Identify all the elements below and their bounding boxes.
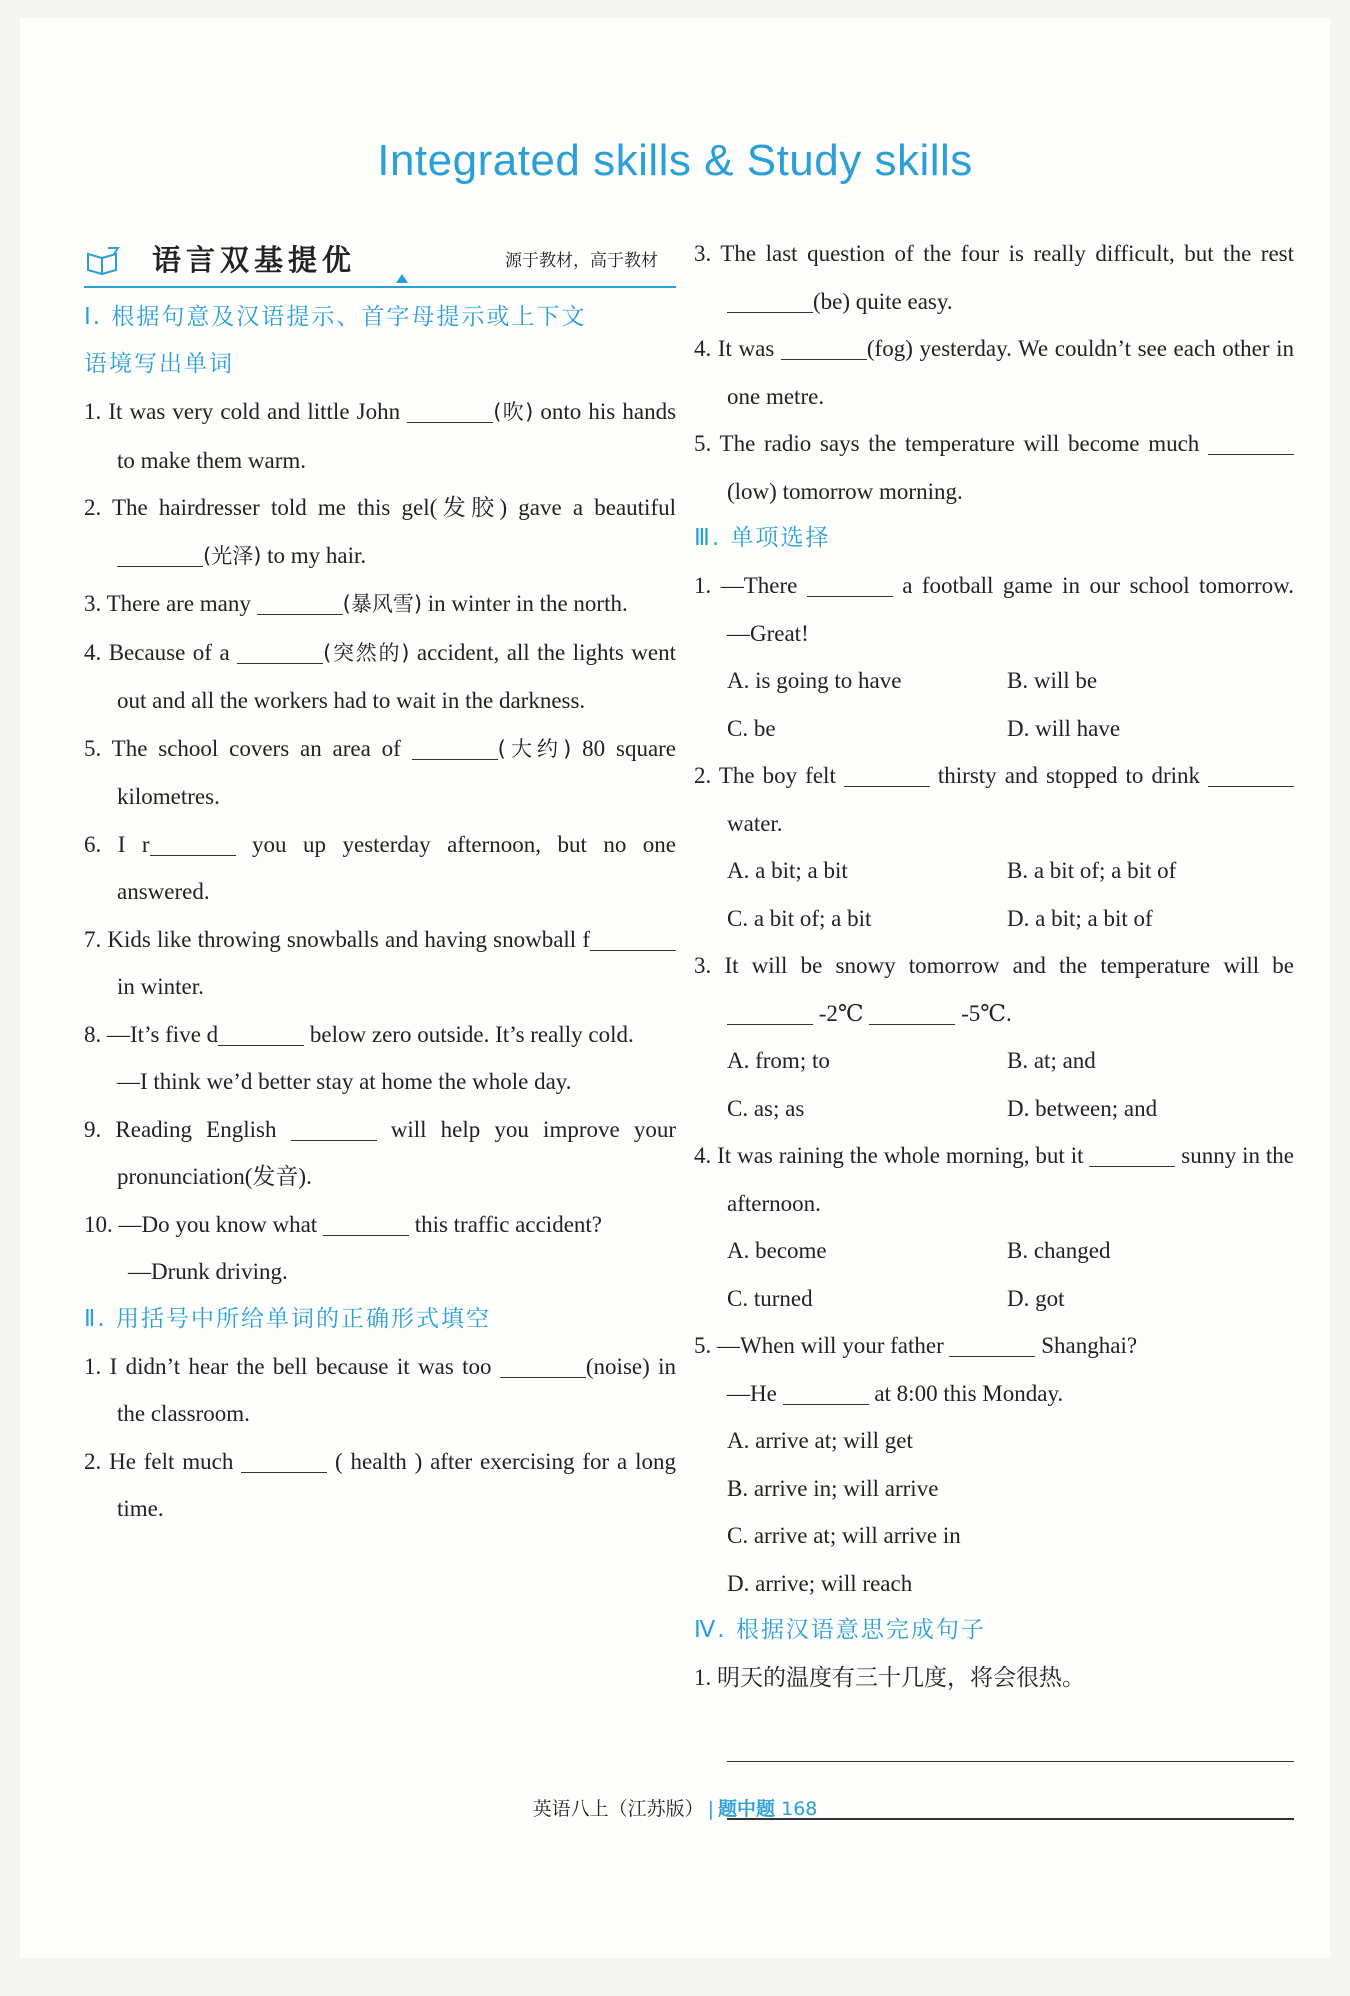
s3-options-5 <box>694 1417 1294 1607</box>
s2-question-1: 1. I didn’t hear the bell because it was too (noise) in the classroom. <box>84 1353 677 1426</box>
s1-question-10-reply: —Drunk driving. <box>128 1259 288 1284</box>
s3-question-1: 1. —There a football game in our school tomorrow. —Great! <box>694 573 1318 646</box>
s1-question-9: 9. Reading English will help you improve your pronunciation(发音). <box>84 1116 676 1189</box>
s3-question-5-reply: —He at 8:00 this Monday. <box>727 1380 1064 1406</box>
s1-question-1: 1. It was very cold and little John (吹) onto his hands to make them warm. <box>84 399 677 473</box>
option-b[interactable]: B. at; and <box>1007 1048 1096 1073</box>
s1-question-6: 6. I r you up yesterday afternoon, but no one answered. <box>84 831 677 904</box>
s3-question-5: 5. —When will your father Shanghai? <box>694 1333 1138 1358</box>
answer-blank[interactable] <box>412 735 498 760</box>
answer-blank[interactable] <box>500 1353 586 1378</box>
s2-question-2: 2. He felt much ( health ) after exercising for a long time. <box>84 1448 677 1521</box>
s1-question-10: 10. —Do you know what this traffic accident? <box>84 1211 603 1237</box>
option-c[interactable]: C. turned <box>727 1285 813 1311</box>
s3-question-4: 4. It was raining the whole morning, but it sunny in the afternoon. <box>694 1143 1294 1216</box>
right-column <box>694 230 1318 1820</box>
page-number: 168 <box>781 1798 818 1820</box>
answer-blank[interactable] <box>783 1380 869 1405</box>
answer-blank[interactable] <box>781 335 867 360</box>
section-3-heading: Ⅲ. 单项选择 <box>694 525 831 551</box>
option-c[interactable]: C. be <box>727 715 776 741</box>
s1-question-7: 7. Kids like throwing snowballs and having snowball f in winter. <box>84 916 676 1011</box>
option-d[interactable]: D. arrive; will reach <box>727 1570 913 1596</box>
answer-blank[interactable] <box>807 572 893 597</box>
s3-options-2 <box>694 847 1294 942</box>
page-footer <box>20 1794 1330 1821</box>
option-a[interactable]: A. a bit; a bit <box>727 858 848 883</box>
s2-question-5: 5. The radio says the temperature will become much (low) tomorrow morning. <box>694 420 1294 515</box>
answer-blank[interactable] <box>241 1448 327 1473</box>
option-a[interactable]: A. arrive at; will get <box>727 1428 913 1453</box>
option-d[interactable]: D. a bit; a bit of <box>1007 905 1153 931</box>
s3-options-4 <box>694 1227 1294 1322</box>
option-d[interactable]: D. got <box>1007 1285 1065 1311</box>
section-banner <box>84 240 676 288</box>
answer-blank[interactable] <box>590 926 676 951</box>
s2-question-4: 4. It was (fog) yesterday. We couldn’t see each other in one metre. <box>694 336 1295 409</box>
footer-separator: | <box>707 1798 715 1820</box>
s1-question-8: 8. —It’s five d below zero outside. It’s really cold. <box>84 1021 634 1047</box>
section-1-heading: Ⅰ. 根据句意及汉语提示、首字母提示或上下文 语境写出单词 <box>84 304 587 377</box>
option-b[interactable]: B. a bit of; a bit of <box>1007 858 1177 883</box>
answer-blank[interactable] <box>117 542 203 567</box>
option-b[interactable]: B. will be <box>1007 668 1098 693</box>
banner-subtitle: 源于教材，高于教材 <box>505 251 658 271</box>
option-c[interactable]: C. as; as <box>727 1095 805 1121</box>
option-b[interactable]: B. arrive in; will arrive <box>727 1475 939 1501</box>
option-a[interactable]: A. from; to <box>727 1048 830 1073</box>
option-b[interactable]: B. changed <box>1007 1238 1111 1263</box>
worksheet-page <box>20 18 1330 1958</box>
answer-blank[interactable] <box>218 1021 304 1046</box>
s2-question-3: 3. The last question of the four is really difficult, but the rest (be) quite easy. <box>694 241 1295 314</box>
s1-question-4: 4. Because of a (突然的) accident, all the lights went out and all the workers had to wait in the darkness. <box>84 639 677 713</box>
footer-brand: 题中题 <box>718 1798 776 1820</box>
s3-question-3: 3. It will be snowy tomorrow and the temperature will be -2℃ -5℃. <box>694 953 1294 1026</box>
answer-blank[interactable] <box>869 1000 955 1025</box>
s1-question-8-reply: —I think we’d better stay at home the whole day. <box>117 1069 572 1094</box>
page-title: Integrated skills & Study skills <box>377 136 973 185</box>
section-2-heading: Ⅱ. 用括号中所给单词的正确形式填空 <box>84 1305 491 1332</box>
answer-blank[interactable] <box>291 1116 377 1141</box>
option-d[interactable]: D. between; and <box>1007 1095 1158 1121</box>
answer-blank[interactable] <box>407 398 493 423</box>
answer-blank[interactable] <box>1089 1142 1175 1167</box>
answer-blank[interactable] <box>1208 762 1294 787</box>
s3-options-1 <box>694 657 1294 752</box>
answer-blank[interactable] <box>949 1332 1035 1357</box>
open-book-icon <box>86 246 120 276</box>
option-c[interactable]: C. a bit of; a bit <box>727 905 872 931</box>
s1-question-2: 2. The hairdresser told me this gel(发胶) gave a beautiful (光泽) to my hair. <box>84 495 676 568</box>
s1-question-3: 3. There are many (暴风雪) in winter in the north. <box>84 591 628 616</box>
answer-blank[interactable] <box>727 288 813 313</box>
option-a[interactable]: A. become <box>727 1238 827 1263</box>
answer-blank[interactable] <box>727 1000 813 1025</box>
footer-book: 英语八上（江苏版） <box>532 1798 704 1820</box>
answer-blank[interactable] <box>237 639 323 664</box>
banner-title: 语言双基提优 <box>152 243 357 277</box>
banner-triangle <box>396 274 408 283</box>
answer-blank[interactable] <box>1208 430 1294 455</box>
answer-blank[interactable] <box>844 762 930 787</box>
answer-blank[interactable] <box>150 831 236 856</box>
s3-options-3 <box>694 1037 1294 1132</box>
s3-question-2: 2. The boy felt thirsty and stopped to drink water. <box>694 752 1294 847</box>
s1-question-5: 5. The school covers an area of (大约) 80 square kilometres. <box>84 735 677 809</box>
section-4-heading: Ⅳ. 根据汉语意思完成句子 <box>694 1617 986 1643</box>
s4-question-1: 1. 明天的温度有三十几度，将会很热。 <box>694 1665 1085 1691</box>
option-d[interactable]: D. will have <box>1007 715 1121 741</box>
option-a[interactable]: A. is going to have <box>727 668 902 693</box>
answer-blank[interactable] <box>323 1211 409 1236</box>
left-column <box>84 240 676 1533</box>
answer-blank[interactable] <box>257 590 343 615</box>
option-c[interactable]: C. arrive at; will arrive in <box>727 1523 961 1548</box>
